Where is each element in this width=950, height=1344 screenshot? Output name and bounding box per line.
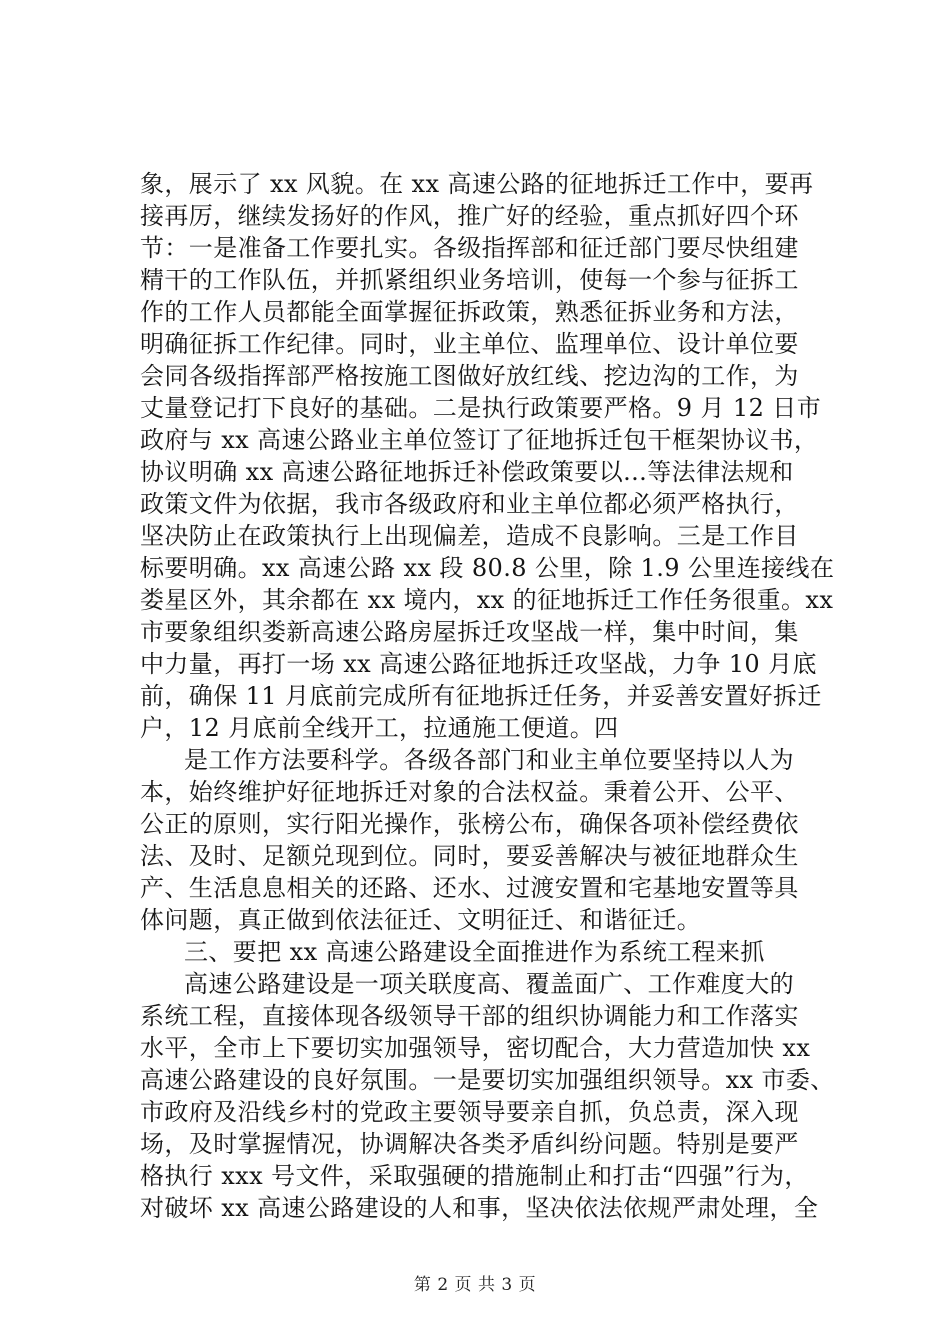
- text-line: 场，及时掌握情况，协调解决各类矛盾纠纷问题。特别是要严: [140, 1130, 799, 1158]
- text-line: 坚决防止在政策执行上出现偏差，造成不良影响。三是工作目: [140, 522, 799, 550]
- text-line: 会同各级指挥部严格按施工图做好放红线、挖边沟的工作，为: [140, 362, 799, 390]
- text-line: 水平，全市上下要切实加强领导，密切配合，大力营造加快 xx: [140, 1034, 811, 1062]
- text-line: 产、生活息息相关的还路、还水、过渡安置和宅基地安置等具: [140, 874, 799, 902]
- text-line: 中力量，再打一场 xx 高速公路征地拆迁攻坚战，力争 10 月底: [140, 650, 817, 678]
- document-body: [140, 168, 835, 1224]
- text-line: 户，12 月底前全线开工，拉通施工便道。四: [140, 714, 619, 742]
- text-line: 公正的原则，实行阳光操作，张榜公布，确保各项补偿经费依: [140, 810, 799, 838]
- text-line: 政策文件为依据，我市各级政府和业主单位都必须严格执行，: [140, 490, 799, 518]
- text-line: 象，展示了 xx 风貌。在 xx 高速公路的征地拆迁工作中，要再: [140, 170, 814, 198]
- text-line: 本，始终维护好征地拆迁对象的合法权益。秉着公开、公平、: [140, 778, 799, 806]
- text-line: 政府与 xx 高速公路业主单位签订了征地拆迁包干框架协议书，: [140, 426, 819, 454]
- text-line: 是工作方法要科学。各级各部门和业主单位要坚持以人为: [184, 746, 794, 774]
- text-line: 市政府及沿线乡村的党政主要领导要亲自抓，负总责，深入现: [140, 1098, 799, 1126]
- text-line: 作的工作人员都能全面掌握征拆政策，熟悉征拆业务和方法，: [140, 298, 799, 326]
- text-line: 接再厉，继续发扬好的作风，推广好的经验，重点抓好四个环: [140, 202, 799, 230]
- text-line: 前，确保 11 月底前完成所有征地拆迁任务，并妥善安置好拆迁: [140, 682, 822, 710]
- text-line: 丈量登记打下良好的基础。二是执行政策要严格。9 月 12 日市: [140, 394, 822, 422]
- text-line: 市要象组织娄新高速公路房屋拆迁攻坚战一样，集中时间，集: [140, 618, 799, 646]
- text-line: 对破坏 xx 高速公路建设的人和事，坚决依法依规严肃处理，全: [140, 1194, 819, 1222]
- page-footer: 第 2 页 共 3 页: [413, 1275, 537, 1295]
- text-line: 体问题，真正做到依法征迁、文明征迁、和谐征迁。: [140, 906, 702, 934]
- text-line: 娄星区外，其余都在 xx 境内，xx 的征地拆迁工作任务很重。xx: [140, 586, 834, 614]
- text-line: 系统工程，直接体现各级领导干部的组织协调能力和工作落实: [140, 1002, 799, 1030]
- text-line: 精干的工作队伍，并抓紧组织业务培训，使每一个参与征拆工: [140, 266, 799, 294]
- text-line: 标要明确。xx 高速公路 xx 段 80.8 公里，除 1.9 公里连接线在: [140, 554, 835, 582]
- text-line: 高速公路建设的良好氛围。一是要切实加强组织领导。xx 市委、: [140, 1066, 835, 1094]
- text-line: 明确征拆工作纪律。同时，业主单位、监理单位、设计单位要: [140, 330, 799, 358]
- text-line: 法、及时、足额兑现到位。同时，要妥善解决与被征地群众生: [140, 842, 799, 870]
- text-line: 格执行 xxx 号文件，采取强硬的措施制止和打击“四强”行为，: [140, 1162, 809, 1190]
- text-line: 协议明确 xx 高速公路征地拆迁补偿政策要以...等法律法规和: [140, 458, 794, 486]
- text-line: 节：一是准备工作要扎实。各级指挥部和征迁部门要尽快组建: [140, 234, 799, 262]
- text-line: 三、要把 xx 高速公路建设全面推进作为系统工程来抓: [184, 938, 765, 966]
- text-line: 高速公路建设是一项关联度高、覆盖面广、工作难度大的: [184, 970, 794, 998]
